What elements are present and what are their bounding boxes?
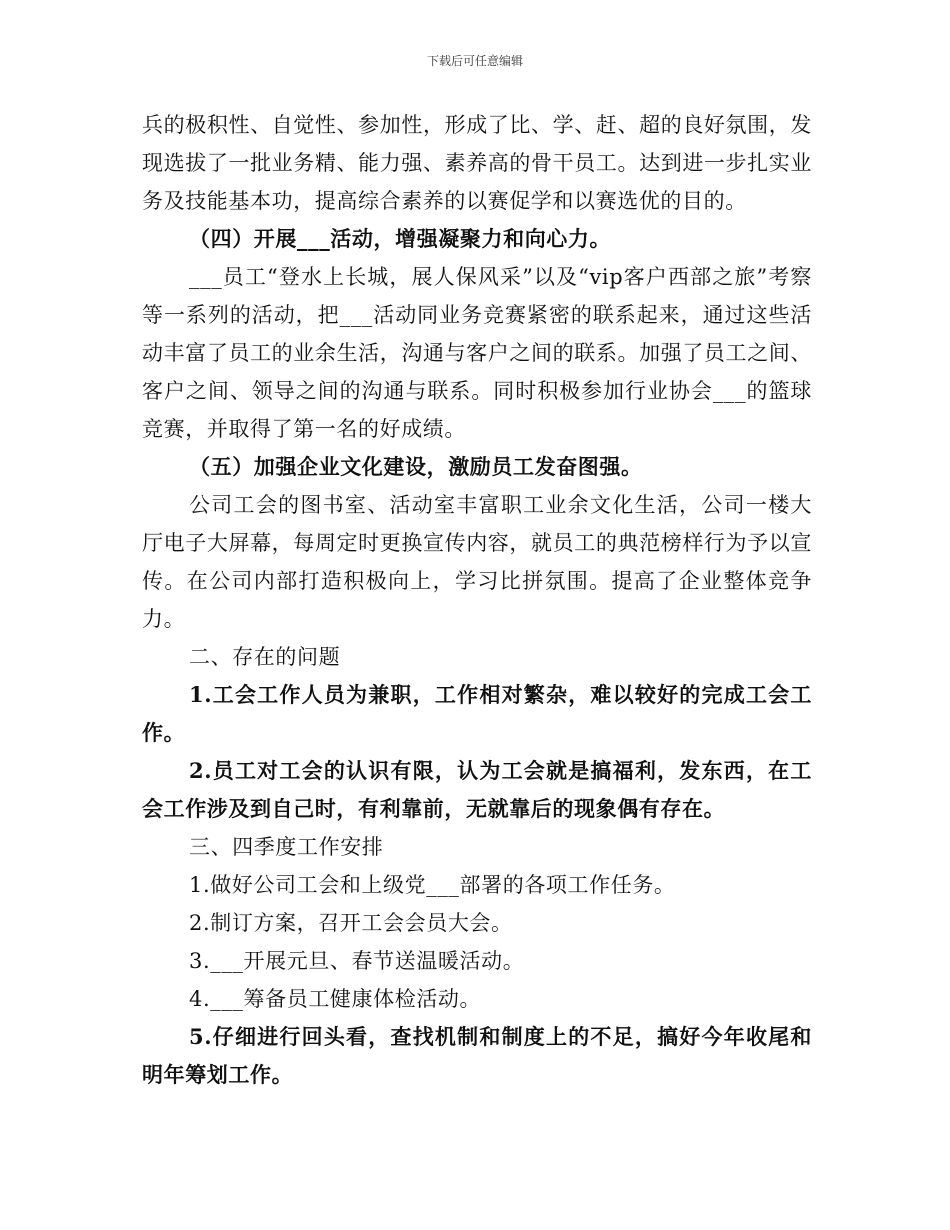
problem-item-2: 2.员工对工会的认识有限，认为工会就是搞福利，发东西，在工会工作涉及到自己时，有利靠前，无就靠后的现象偶有存在。 [142, 758, 812, 821]
heading-section-5: （五）加强企业文化建设，激励员工发奋图强。 [189, 454, 643, 479]
plan-item-1: 1.做好公司工会和上级党___部署的各项工作任务。 [189, 873, 676, 897]
plan-item-4: 4.___筹备员工健康体检活动。 [189, 987, 482, 1011]
plan-item-3: 3.___开展元旦、春节送温暖活动。 [189, 949, 525, 973]
plan-item-2: 2.制订方案，召开工会会员大会。 [189, 911, 513, 935]
heading-q4-plan: 三、四季度工作安排 [189, 835, 384, 859]
paragraph-activities: ___员工“登水上长城，展人保风采”以及“vip客户西部之旅”考察等一系列的活动，把___活动同业务竞赛紧密的联系起来，通过这些活动丰富了员工的业余生活，沟通与客户之间的联系。加强了员工之间、客户之间、领导之间的沟通与联系。同时积极参加行业协会___的篮球竞赛，并取得了第一名的好成绩。 [142, 265, 812, 441]
problem-item-1: 1.工会工作人员为兼职，工作相对繁杂，难以较好的完成工会工作。 [142, 682, 812, 745]
heading-section-4: （四）开展___活动，增强凝聚力和向心力。 [189, 226, 612, 251]
page-header: 下载后可任意编辑 [426, 54, 523, 68]
plan-item-5: 5.仔细进行回头看，查找机制和制度上的不足，搞好今年收尾和明年筹划工作。 [142, 1024, 812, 1087]
document-body [142, 106, 812, 1094]
paragraph-competition-result: 兵的极积性、自觉性、参加性，形成了比、学、赶、超的良好氛围，发现选拔了一批业务精、能力强、素养高的骨干员工。达到进一步扎实业务及技能基本功，提高综合素养的以赛促学和以赛选优的目的。 [142, 113, 812, 213]
paragraph-culture: 公司工会的图书室、活动室丰富职工业余文化生活，公司一楼大厅电子大屏幕，每周定时更换宣传内容，就员工的典范榜样行为予以宣传。在公司内部打造积极向上，学习比拼氛围。提高了企业整体竞争力。 [142, 493, 812, 631]
heading-problems: 二、存在的问题 [189, 645, 341, 669]
